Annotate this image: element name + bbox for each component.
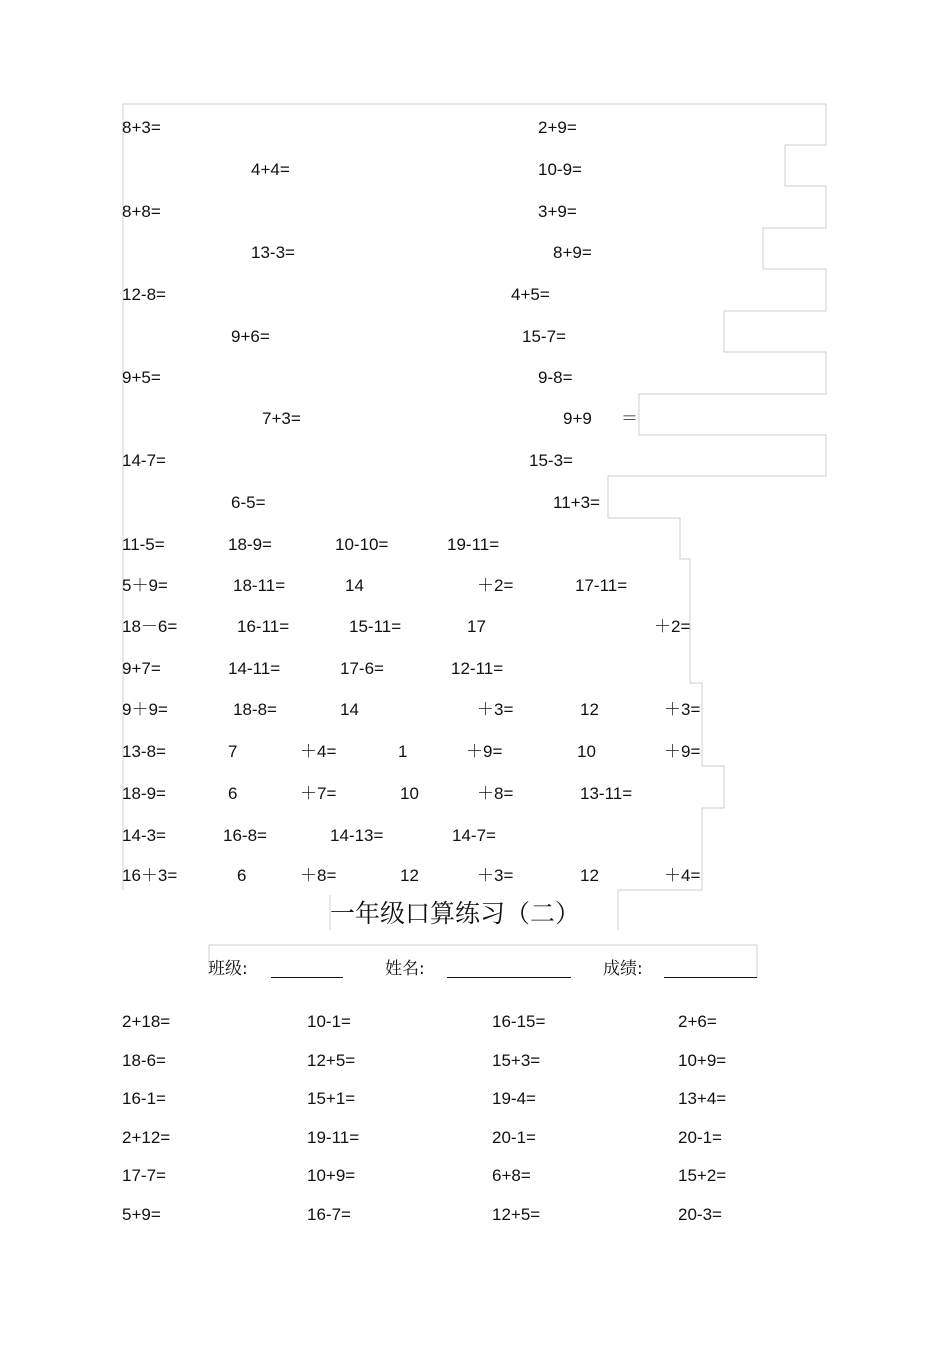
problem-item: 4+4=: [251, 160, 290, 179]
problem-item: 13+4=: [678, 1089, 727, 1108]
problem-item: ＋3=: [664, 700, 701, 719]
problem-item: 15-3=: [529, 451, 573, 470]
problem-item: ＋8=: [300, 866, 337, 885]
problem-item: 12: [580, 700, 599, 719]
problem-item: 9＋9=: [122, 700, 168, 719]
problem-item: 14-13=: [330, 826, 384, 845]
problem-item: 16-15=: [492, 1012, 546, 1031]
problem-item: 15-11=: [349, 617, 402, 636]
problem-item: 14-7=: [122, 451, 166, 470]
problem-item: 12-8=: [122, 285, 166, 304]
problem-item: 10-1=: [307, 1012, 351, 1031]
problem-item: 17: [467, 617, 486, 636]
problem-item: 10: [400, 784, 419, 803]
problem-item: 12: [580, 866, 599, 885]
problem-item: 16＋3=: [122, 866, 178, 885]
problem-item: 20-3=: [678, 1205, 722, 1224]
problem-item: 15-7=: [522, 327, 566, 346]
problem-item: 18-8=: [233, 700, 277, 719]
problem-item: 10-10=: [335, 535, 389, 554]
problem-item: 9+6=: [231, 327, 270, 346]
problem-item: ＋4=: [300, 742, 337, 761]
problem-item: 15+3=: [492, 1051, 541, 1070]
problem-item: 20-1=: [678, 1128, 722, 1147]
problem-item: 19-4=: [492, 1089, 536, 1108]
class-blank[interactable]: [271, 977, 343, 978]
problem-item: 17-6=: [340, 659, 384, 678]
problem-item: 5+9=: [122, 1205, 161, 1224]
problem-item: 6: [237, 866, 247, 885]
problem-item: ＋9=: [664, 742, 701, 761]
problem-item: 18-11=: [233, 576, 286, 595]
problem-item: 18-6=: [122, 1051, 166, 1070]
problem-item: 14: [345, 576, 364, 595]
problem-item: ＋3=: [477, 700, 514, 719]
problem-item: 7+3=: [262, 409, 301, 428]
score-label: 成绩:: [603, 959, 643, 979]
problem-item: 18-9=: [122, 784, 166, 803]
problem-item: 6: [228, 784, 238, 803]
problem-item: 12: [400, 866, 419, 885]
problem-item: 14-11=: [228, 659, 281, 678]
problem-item: 15+2=: [678, 1166, 727, 1185]
problem-item: 18－6=: [122, 617, 178, 636]
problem-item: 16-11=: [237, 617, 290, 636]
problem-item: ＝: [621, 409, 638, 428]
problem-item: 13-11=: [580, 784, 633, 803]
problem-item: 8+8=: [122, 202, 161, 221]
problem-item: 13-3=: [251, 243, 295, 262]
score-blank[interactable]: [664, 977, 757, 978]
name-blank[interactable]: [447, 977, 571, 978]
problem-item: 9+5=: [122, 368, 161, 387]
problem-item: 13-8=: [122, 742, 166, 761]
problem-item: 6-5=: [231, 493, 266, 512]
problem-item: 4+5=: [511, 285, 550, 304]
problem-item: ＋4=: [664, 866, 701, 885]
problem-item: 8+3=: [122, 118, 161, 137]
problem-item: ＋2=: [654, 617, 691, 636]
problem-item: 16-1=: [122, 1089, 166, 1108]
problem-item: 12+5=: [492, 1205, 541, 1224]
problem-item: 17-7=: [122, 1166, 166, 1185]
problem-item: ＋9=: [466, 742, 503, 761]
problem-item: 17-11=: [575, 576, 628, 595]
problem-item: 10+9=: [678, 1051, 727, 1070]
problem-item: 11-5=: [122, 535, 165, 554]
problem-item: 7: [228, 742, 238, 761]
problem-item: 10: [577, 742, 596, 761]
problem-item: 16-8=: [223, 826, 267, 845]
problem-item: 11+3=: [553, 493, 600, 512]
problem-item: ＋3=: [477, 866, 514, 885]
problem-item: 16-7=: [307, 1205, 351, 1224]
problem-item: 9-8=: [538, 368, 573, 387]
problem-item: 2+6=: [678, 1012, 717, 1031]
problem-item: 18-9=: [228, 535, 272, 554]
problem-item: 5＋9=: [122, 576, 168, 595]
problem-item: ＋8=: [477, 784, 514, 803]
problem-item: 14-7=: [452, 826, 496, 845]
worksheet-title: 一年级口算练习（二）: [330, 899, 581, 928]
problem-item: 9+7=: [122, 659, 161, 678]
problem-item: 15+1=: [307, 1089, 356, 1108]
name-label: 姓名:: [385, 959, 425, 979]
problem-item: 10-9=: [538, 160, 582, 179]
problem-item: 2+9=: [538, 118, 577, 137]
problem-item: 9+9: [563, 409, 592, 428]
problem-item: 20-1=: [492, 1128, 536, 1147]
problem-item: 3+9=: [538, 202, 577, 221]
problem-item: 2+18=: [122, 1012, 171, 1031]
problem-item: 12-11=: [451, 659, 504, 678]
problem-item: 6+8=: [492, 1166, 531, 1185]
problem-item: ＋7=: [300, 784, 337, 803]
problem-item: 10+9=: [307, 1166, 356, 1185]
problem-item: 8+9=: [553, 243, 592, 262]
class-label: 班级:: [208, 959, 248, 979]
problem-item: 14: [340, 700, 359, 719]
problem-item: 1: [398, 742, 408, 761]
problem-item: 14-3=: [122, 826, 166, 845]
problem-item: 19-11=: [307, 1128, 360, 1147]
problem-item: 19-11=: [447, 535, 500, 554]
problem-item: ＋2=: [477, 576, 514, 595]
problem-item: 12+5=: [307, 1051, 356, 1070]
problem-item: 2+12=: [122, 1128, 171, 1147]
